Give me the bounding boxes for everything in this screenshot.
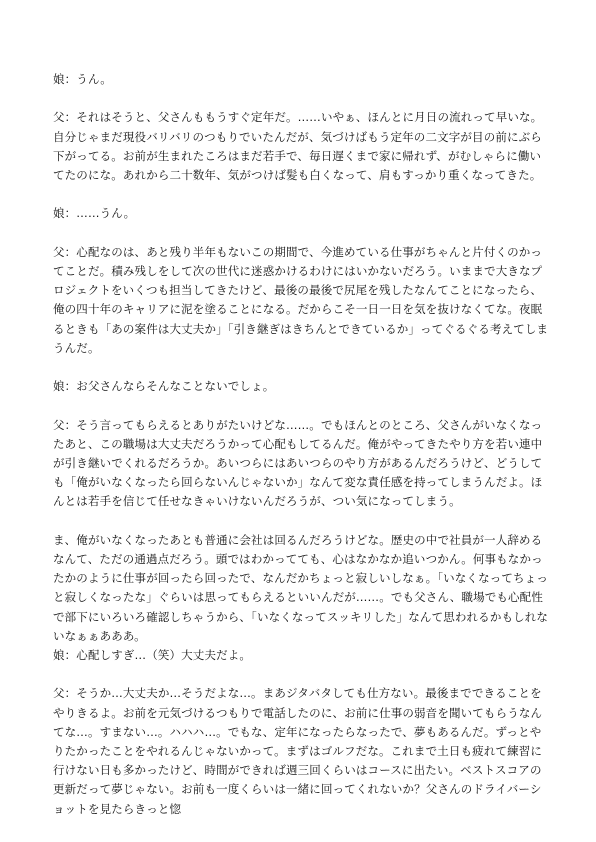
paragraph-daughter-4: 娘：心配しすぎ…（笑）大丈夫だよ。 xyxy=(53,648,252,662)
paragraph-father-5: 父：そうか…大丈夫か…そうだよな…。まあジタバタしても仕方ない。最後までできることをやりきるよ。お前を元気づけるつもりで電話したのに、お前に仕事の弱音を聞いてもらうなんてな…。すまない…。ハハハ…。でもな、定年になったらなったで、夢もあるんだ。ずっとやりたかったことをやれるんじゃないかって。まずはゴルフだな。これまで土日も疲れて練習に行けない日も多かったけど、時間ができれば週三回くらいはコースに出たい。ベストスコアの更新だって夢じゃない。お前も一度くらいは一緒に回ってくれないか？父さんのドライバーショットを見たらきっと惚 xyxy=(53,686,543,816)
paragraph-daughter-1: 娘：うん。 xyxy=(53,72,112,86)
paragraph-father-3: 父：そう言ってもらえるとありがたいけどな……。でもほんとのところ、父さんがいなくなったあと、この職場は大丈夫だろうかって心配もしてるんだ。俺がやってきたやり方を若い連中が引き継いでくれるだろうか。あいつらにはあいつらのやり方があるんだろうけど、どうしても「俺がいなくなったら回らないんじゃないか」なんて変な責任感を持ってしまうんだよ。ほんとは若手を信じて任せなきゃいけないんだろうが、つい気になってしまう。 xyxy=(53,417,543,509)
paragraph-father-1: 父：それはそうと、父さんももうすぐ定年だ。……いやぁ、ほんとに月日の流れって早いな。自分じゃまだ現役バリバリのつもりでいたんだが、気づけばもう定年の二文字が目の前にぶら下がってる。お前が生まれたころはまだ若手で、毎日遅くまで家に帰れず、がむしゃらに働いてたのにな。あれから二十数年、気がつけば髪も白くなって、肩もすっかり重くなってきた。 xyxy=(53,110,543,182)
document-body xyxy=(53,70,549,838)
paragraph-daughter-3: 娘：お父さんならそんなことないでしょ。 xyxy=(53,379,275,394)
paragraph-father-2: 父：心配なのは、あと残り半年もないこの期間で、今進めている仕事がちゃんと片付くのかってことだ。積み残しをして次の世代に迷惑かけるわけにはいかないだろう。いままで大きなプロジェクトをいくつも担当してきたけど、最後の最後で尻尾を残したなんてことになったら、俺の四十年のキャリアに泥を塗ることになる。だからこそ一日一日を気を抜けなくてな。夜眠るときも「あの案件は大丈夫か」「引き継ぎはきちんとできているか」ってぐるぐる考えてしまうんだ。 xyxy=(53,244,549,355)
paragraph-daughter-2: 娘：……うん。 xyxy=(53,206,136,221)
paragraph-father-4: ま、俺がいなくなったあとも普通に会社は回るんだろうけどな。歴史の中で社員が一人辞めるなんて、ただの通過点だろう。頭ではわかってても、心はなかなか追いつかん。何事もなかったかのように仕事が回ったら回ったで、なんだかちょっと寂しいしなぁ。「いなくなってちょっと寂しくなったな」ぐらいは思ってもらえるといいんだが……。でも父さん、職場でも心配性で部下にいろいろ確認しちゃうから、「いなくなってスッキリした」なんて思われるかもしれないなぁぁあああ。 xyxy=(53,532,549,643)
